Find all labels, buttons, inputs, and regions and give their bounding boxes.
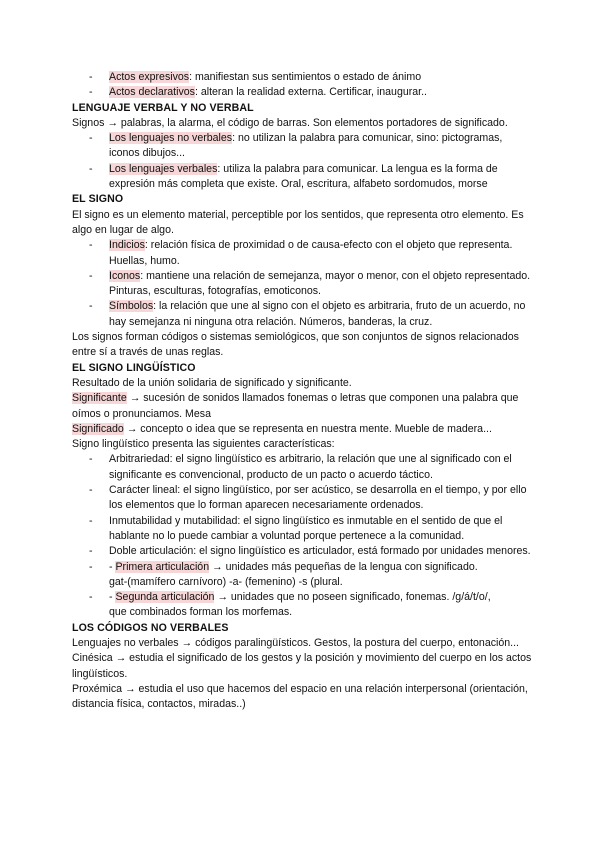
list-item bbox=[72, 590, 532, 621]
bullet-dash: - bbox=[89, 545, 93, 558]
paragraph: Cinésica → estudia el significado de los gestos y la posición y movimiento del cuerpo en los actos lingüísticos. bbox=[72, 652, 532, 680]
paragraph bbox=[72, 391, 532, 422]
highlighted-term: Actos declarativos bbox=[109, 86, 195, 99]
list-item bbox=[72, 269, 532, 300]
bullet-dash: - bbox=[89, 514, 93, 527]
item-text: : manifiestan sus sentimientos o estado de ánimo bbox=[189, 71, 422, 83]
bullet-dash: - bbox=[89, 591, 93, 604]
section-heading: LOS CÓDIGOS NO VERBALES bbox=[72, 621, 229, 634]
list-item bbox=[72, 514, 532, 545]
highlighted-term: Significado bbox=[72, 422, 124, 435]
section-heading: LENGUAJE VERBAL Y NO VERBAL bbox=[72, 101, 254, 114]
list-item bbox=[72, 299, 532, 330]
list-item bbox=[72, 131, 532, 162]
item-text: : la relación que une al signo con el objeto es arbitraria, fruto de un acuerdo, no hay semejanza ni ninguna otra relación. Números, banderas, la cruz. bbox=[109, 300, 526, 328]
paragraph: Resultado de la unión solidaria de significado y significante. bbox=[72, 376, 352, 389]
item-text: Arbitrariedad: el signo lingüístico es arbitrario, la relación que une al significado con el significante es convencional, producto de un pacto o acuerdo táctico. bbox=[109, 453, 512, 481]
item-prefix: - bbox=[109, 560, 116, 573]
paragraph: Signo lingüístico presenta las siguientes características: bbox=[72, 438, 335, 451]
item-text: : no utilizan la palabra para comunicar, sino: pictogramas, iconos dibujos... bbox=[109, 132, 503, 160]
highlighted-term: Segunda articulación bbox=[115, 591, 215, 604]
bullet-dash: - bbox=[89, 132, 93, 145]
section-heading: EL SIGNO bbox=[72, 193, 124, 206]
list-item bbox=[72, 238, 532, 269]
section-heading: EL SIGNO LINGÜÍSTICO bbox=[72, 361, 196, 374]
item-text: : utiliza la palabra para comunicar. La lengua es la forma de expresión más completa que existe. Oral, escritura, alfabeto sordomudos, morse bbox=[109, 162, 498, 191]
paragraph: Los signos forman códigos o sistemas semiológicos, que son conjuntos de signos relacionados entre sí a través de unas reglas. bbox=[72, 331, 519, 359]
highlighted-term: Significante bbox=[72, 392, 127, 405]
bullet-dash: - bbox=[89, 71, 93, 83]
highlighted-term: Indicios bbox=[109, 239, 145, 252]
paragraph: El signo es un elemento material, perceptible por los sentidos, que representa otro elemento. Es algo en lugar de algo. bbox=[72, 208, 524, 236]
bullet-dash: - bbox=[89, 162, 93, 175]
highlighted-term: Actos expresivos bbox=[109, 71, 190, 83]
item-example: que combinados forman los morfemas. bbox=[109, 606, 293, 619]
item-text: : alteran la realidad externa. Certificar, inaugurar.. bbox=[194, 86, 427, 99]
item-text: → unidades que no poseen significado, fonemas. /g/á/t/o/, bbox=[214, 591, 491, 604]
bullet-dash: - bbox=[89, 453, 93, 466]
paragraph-text: → sucesión de sonidos llamados fonemas o letras que componen una palabra que oímos o pronunciamos. Mesa bbox=[72, 392, 519, 420]
item-text: : mantiene una relación de semejanza, mayor o menor, con el objeto representado. Pinturas, esculturas, fotografías, emoticonos. bbox=[109, 269, 531, 298]
list-item bbox=[72, 483, 532, 514]
paragraph bbox=[72, 422, 532, 437]
highlighted-term: Iconos bbox=[109, 269, 141, 282]
highlighted-term: Primera articulación bbox=[115, 560, 210, 573]
paragraph: Signos → palabras, la alarma, el código de barras. Son elementos portadores de significado. bbox=[72, 116, 508, 129]
document-body bbox=[72, 70, 532, 712]
highlighted-term: Símbolos bbox=[109, 300, 154, 313]
list-item bbox=[72, 70, 532, 85]
highlighted-term: Los lenguajes no verbales bbox=[109, 132, 233, 145]
item-text: Inmutabilidad y mutabilidad: el signo lingüístico es inmutable en el sentido de que el hablante no lo puede cambiar a voluntad porque pertenece a la comunidad. bbox=[109, 514, 503, 542]
paragraph: Proxémica → estudia el uso que hacemos del espacio en una relación interpersonal (orientación, distancia física, contactos, miradas..) bbox=[72, 682, 528, 711]
list-item bbox=[72, 452, 532, 483]
list-item bbox=[72, 544, 532, 559]
item-text: Doble articulación: el signo lingüístico es articulador, está formado por unidades menores. bbox=[109, 545, 531, 558]
item-text: : relación física de proximidad o de causa-efecto con el objeto que representa. Huellas, humo. bbox=[109, 239, 513, 267]
bullet-dash: - bbox=[89, 86, 93, 99]
bullet-dash: - bbox=[89, 560, 93, 573]
list-item bbox=[72, 85, 532, 100]
highlighted-term: Los lenguajes verbales bbox=[109, 162, 218, 175]
list-item bbox=[72, 162, 532, 193]
bullet-dash: - bbox=[89, 484, 93, 497]
item-text: → unidades más pequeñas de la lengua con significado. bbox=[209, 560, 478, 573]
bullet-dash: - bbox=[89, 269, 93, 282]
item-prefix: - bbox=[109, 591, 116, 604]
paragraph: Lenguajes no verbales → códigos paralingüísticos. Gestos, la postura del cuerpo, entonación... bbox=[72, 636, 519, 649]
item-text: Carácter lineal: el signo lingüístico, por ser acústico, se desarrolla en el tiempo, y por ello los elementos que lo forman aparecen necesariamente ordenados. bbox=[109, 484, 527, 512]
item-example: gat-(mamífero carnívoro) -a- (femenino) -s (plural. bbox=[109, 575, 343, 588]
bullet-dash: - bbox=[89, 239, 93, 252]
list-item bbox=[72, 560, 532, 591]
bullet-dash: - bbox=[89, 300, 93, 313]
paragraph-text: → concepto o idea que se representa en nuestra mente. Mueble de madera... bbox=[123, 422, 492, 435]
